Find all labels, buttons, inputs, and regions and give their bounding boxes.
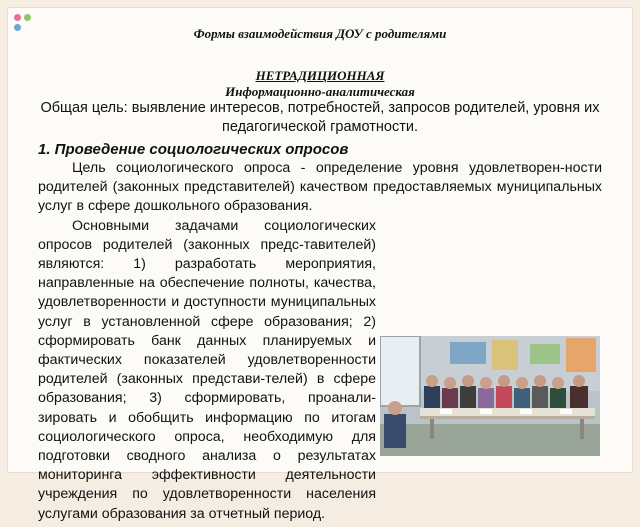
decorative-dot (24, 14, 31, 21)
paragraph-tasks: Основными задачами социологических опросов родителей (законных предс-тавителей) являются: 1) разработать мероприятия, направленные на обеспечение полноты, качества, удовлетворенности и доступности муниципальных услуг в установленной сфере образования; 2) сформировать банк данных планируемых и фактических показателей удовлетворенности родителей (законных представи-телей) в сфере образования; 3) сформировать, проанали-зировать и обобщить информацию по итогам социологического опроса, необходимую для подготовки сводного анализа о результатах мониторинга эффективности деятельности учреждения по удовлетворенности населения услугами образования за отчетный период. (38, 217, 376, 522)
classroom-photo (380, 336, 600, 456)
goal-text: Общая цель: выявление интересов, потребностей, запросов родителей, уровня их педагогической грамотности. (40, 100, 600, 135)
form-category-heading: Информационно-аналитическая (225, 84, 415, 99)
form-type-heading: НЕТРАДИЦИОННАЯ (255, 68, 385, 83)
page-title: Формы взаимодействия ДОУ с родителями (193, 26, 447, 41)
decorative-dot (14, 14, 21, 21)
section-heading: 1. Проведение социологических опросов (38, 141, 349, 158)
paragraph-purpose: Цель социологического опроса - определение уровня удовлетворен-ности родителей (законных представителей) качеством предоставляемых муниципальных услуг в сфере дошкольного образования. (38, 160, 602, 215)
